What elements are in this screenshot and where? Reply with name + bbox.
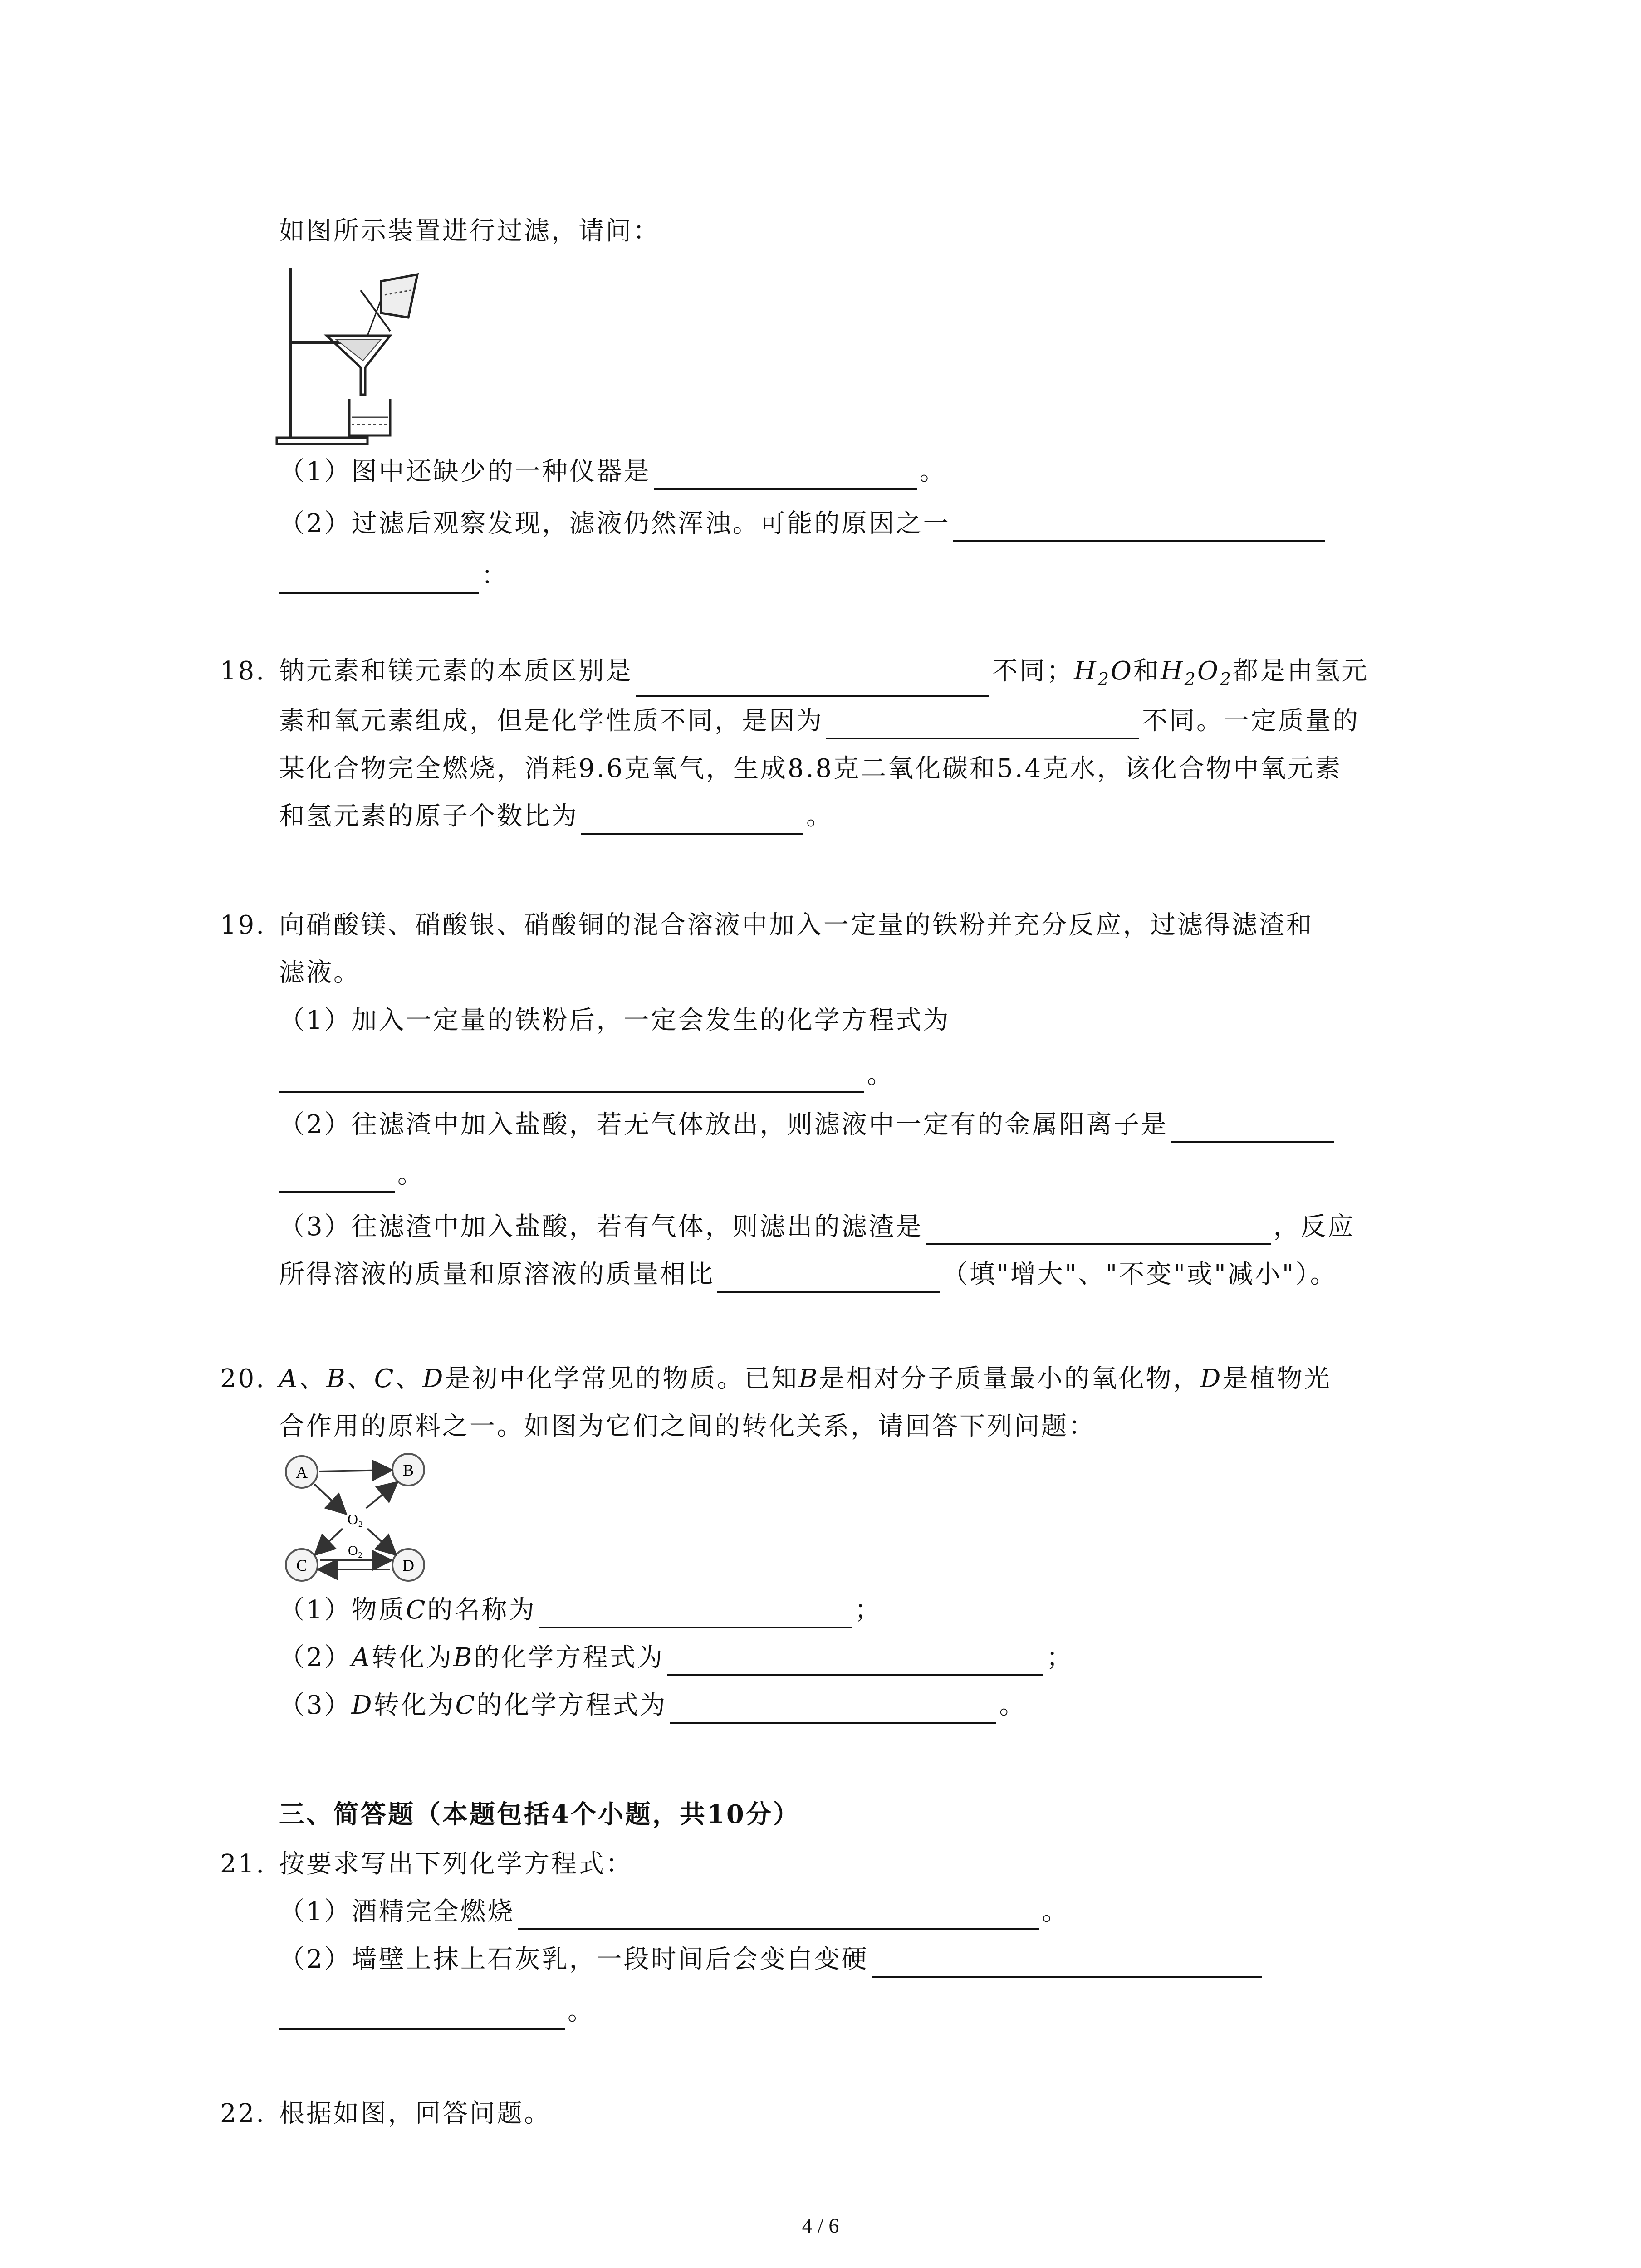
var-b: B xyxy=(798,1364,819,1393)
subscript: 2 xyxy=(1220,669,1233,689)
q19-part2-cont xyxy=(279,1157,425,1193)
formula-part: O xyxy=(1197,656,1220,686)
var-b: B xyxy=(453,1643,474,1672)
answer-blank[interactable] xyxy=(581,806,803,835)
var-b: B xyxy=(326,1364,347,1393)
var-c: C xyxy=(455,1691,477,1720)
q19-text: （填"增大"、"不变"或"减小"）。 xyxy=(942,1260,1337,1289)
conversion-diagram xyxy=(279,1452,433,1588)
question-number: 20. xyxy=(220,1364,266,1393)
answer-blank[interactable] xyxy=(279,1164,395,1193)
q22-line1 xyxy=(220,2096,551,2132)
q18-text: 不同； xyxy=(992,656,1074,686)
q22-text: 根据如图，回答问题。 xyxy=(279,2099,551,2128)
q20-text: 是初中化学常见的物质。已知 xyxy=(445,1364,799,1393)
answer-blank[interactable] xyxy=(1171,1114,1334,1143)
node-a-label: A xyxy=(296,1463,308,1481)
q19-part3-cont xyxy=(279,1256,1337,1293)
answer-blank[interactable] xyxy=(717,1264,940,1293)
node-c-label: C xyxy=(296,1556,308,1574)
q20-part3 xyxy=(279,1687,1026,1724)
q20-line2: 合作用的原料之一。如图为它们之间的转化关系，请回答下列问题： xyxy=(279,1412,1096,1441)
q19-text: ，反应 xyxy=(1273,1212,1355,1242)
punct: 。 xyxy=(806,802,833,831)
q18-text: 和 xyxy=(1133,656,1161,686)
punct: 。 xyxy=(397,1160,425,1189)
separator: 、 xyxy=(347,1364,374,1393)
punct: 。 xyxy=(1042,1897,1069,1926)
q21-part2-cont xyxy=(279,1994,595,2030)
answer-blank[interactable] xyxy=(926,1216,1271,1245)
q18-text: 和氢元素的原子个数比为 xyxy=(279,802,578,831)
punct: ： xyxy=(481,561,509,591)
answer-blank[interactable] xyxy=(539,1599,852,1628)
q19-part1: （1）加入一定量的铁粉后，一定会发生的化学方程式为 xyxy=(279,1006,950,1035)
q18-line3: 某化合物完全燃烧，消耗9.6克氧气，生成8.8克二氧化碳和5.4克水，该化合物中氧元素 xyxy=(279,754,1342,783)
q20-part1 xyxy=(279,1592,882,1628)
q17-part1 xyxy=(279,454,947,490)
q17-part1-text: （1）图中还缺少的一种仪器是 xyxy=(279,457,651,486)
q19-line2: 滤液。 xyxy=(279,958,361,987)
q17-part2-text: （2）过滤后观察发现，滤液仍然浑浊。可能的原因之一 xyxy=(279,509,950,538)
q20-text: （2） xyxy=(279,1643,352,1672)
answer-blank[interactable] xyxy=(953,513,1325,542)
q20-text: 的化学方程式为 xyxy=(476,1691,667,1720)
q20-text: 的化学方程式为 xyxy=(474,1643,665,1672)
page-number: 4 / 6 xyxy=(802,2214,839,2237)
q17-part2 xyxy=(279,506,1328,542)
q20-text: 是植物光 xyxy=(1222,1364,1332,1393)
subscript: 2 xyxy=(1097,669,1111,689)
q18-text: 都是由氢元 xyxy=(1233,656,1369,686)
center-o2-label: O₂ xyxy=(347,1511,363,1527)
q17-part2-cont xyxy=(279,558,509,594)
question-number: 21. xyxy=(220,1849,266,1879)
subscript: 2 xyxy=(1184,669,1197,689)
q19-text: 所得溶液的质量和原溶液的质量相比 xyxy=(279,1260,715,1289)
q21-part1 xyxy=(279,1894,1069,1930)
q19-text: （2）往滤渣中加入盐酸，若无气体放出，则滤液中一定有的金属阳离子是 xyxy=(279,1110,1168,1139)
q19-text: （3）往滤渣中加入盐酸，若有气体，则滤出的滤渣是 xyxy=(279,1212,923,1242)
punct: 。 xyxy=(999,1691,1027,1720)
var-d: D xyxy=(1200,1364,1223,1393)
var-c: C xyxy=(374,1364,396,1393)
formula-part: O xyxy=(1111,656,1133,686)
q20-part2 xyxy=(279,1640,1073,1676)
formula-h2o2: H xyxy=(1160,656,1185,686)
q21-text: 按要求写出下列化学方程式： xyxy=(279,1849,633,1879)
answer-blank[interactable] xyxy=(279,2001,565,2030)
answer-blank[interactable] xyxy=(654,461,917,490)
answer-blank[interactable] xyxy=(636,668,989,697)
q18-line4 xyxy=(279,798,833,835)
answer-blank[interactable] xyxy=(279,1064,864,1093)
q20-text: 的名称为 xyxy=(427,1595,536,1625)
filtration-apparatus-figure xyxy=(272,263,426,449)
q21-part2 xyxy=(279,1941,1264,1978)
separator: 、 xyxy=(299,1364,327,1393)
question-number: 19. xyxy=(220,910,266,940)
q18-text: 素和氧元素组成，但是化学性质不同，是因为 xyxy=(279,706,823,736)
q18-line1 xyxy=(220,653,1369,697)
q19-part2 xyxy=(279,1107,1337,1143)
var-c: C xyxy=(406,1595,427,1625)
q21-text: （2）墙壁上抹上石灰乳，一段时间后会变白变硬 xyxy=(279,1945,869,1974)
bottom-o2-label: O₂ xyxy=(348,1543,363,1558)
punct: ； xyxy=(1046,1643,1074,1672)
answer-blank[interactable] xyxy=(518,1901,1039,1930)
q20-text: 是相对分子质量最小的氧化物， xyxy=(819,1364,1200,1393)
answer-blank[interactable] xyxy=(667,1647,1043,1676)
punct: 。 xyxy=(568,1997,595,2026)
question-number: 18. xyxy=(220,656,266,686)
var-a: A xyxy=(351,1643,372,1672)
var-d: D xyxy=(422,1364,445,1393)
q19-part3 xyxy=(279,1209,1355,1245)
q21-line1 xyxy=(220,1846,633,1882)
separator: 、 xyxy=(395,1364,423,1393)
intro-text: 如图所示装置进行过滤，请问： xyxy=(279,216,660,246)
q19-text: 向硝酸镁、硝酸银、硝酸铜的混合溶液中加入一定量的铁粉并充分反应，过滤得滤渣和 xyxy=(279,910,1313,940)
punct: 。 xyxy=(919,457,947,486)
q18-line2 xyxy=(279,703,1360,739)
punct: ； xyxy=(854,1595,882,1625)
q19-line1 xyxy=(220,907,1313,943)
q20-text: （1）物质 xyxy=(279,1595,406,1625)
q20-text: 转化为 xyxy=(372,1643,454,1672)
q20-text: （3） xyxy=(279,1691,352,1720)
var-a: A xyxy=(279,1364,299,1393)
answer-blank[interactable] xyxy=(670,1695,996,1724)
question-number: 22. xyxy=(220,2099,266,2128)
q19-part1-cont xyxy=(279,1057,894,1093)
q20-line1 xyxy=(220,1361,1331,1397)
q18-text: 不同。一定质量的 xyxy=(1142,706,1360,736)
q18-text: 钠元素和镁元素的本质区别是 xyxy=(279,656,633,686)
formula-h2o: H xyxy=(1074,656,1098,686)
node-b-label: B xyxy=(402,1461,414,1479)
q20-text: 转化为 xyxy=(373,1691,456,1720)
answer-blank[interactable] xyxy=(826,710,1139,739)
q21-text: （1）酒精完全燃烧 xyxy=(279,1897,515,1926)
node-d-label: D xyxy=(402,1556,414,1574)
answer-blank[interactable] xyxy=(279,565,479,594)
answer-blank[interactable] xyxy=(872,1949,1262,1978)
punct: 。 xyxy=(867,1060,894,1090)
section-heading: 三、简答题（本题包括4个小题，共10分） xyxy=(279,1799,800,1829)
var-d: D xyxy=(351,1691,374,1720)
